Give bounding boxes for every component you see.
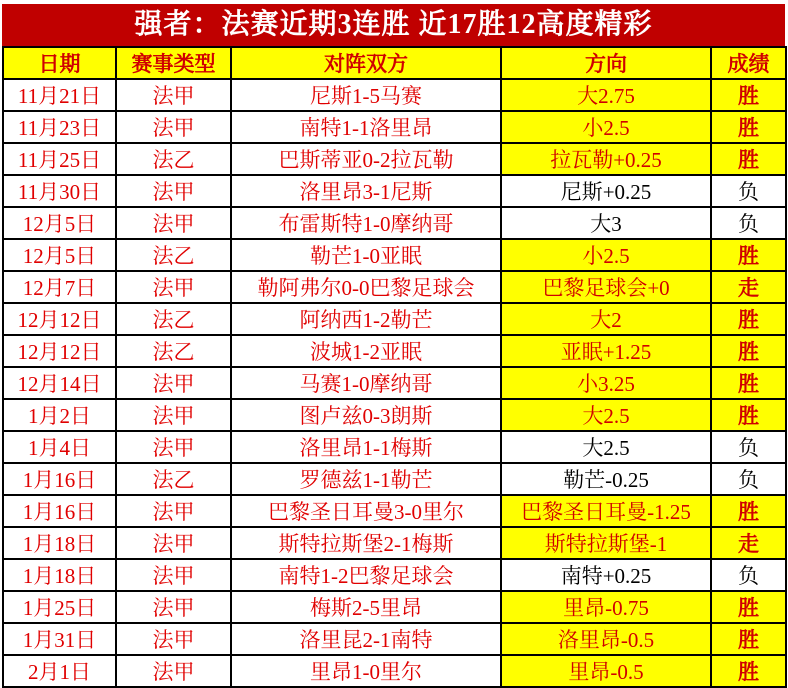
table-row [3, 175, 786, 207]
league-cell: 法乙 [116, 143, 231, 175]
direction-cell: 里昂-0.75 [501, 591, 711, 623]
date-cell: 12月7日 [3, 271, 116, 303]
result-cell: 胜 [711, 239, 786, 271]
league-cell: 法甲 [116, 399, 231, 431]
league-cell: 法甲 [116, 207, 231, 239]
match-cell: 图卢兹0-3朗斯 [231, 399, 501, 431]
match-cell: 马赛1-0摩纳哥 [231, 367, 501, 399]
date-cell: 1月16日 [3, 495, 116, 527]
direction-cell: 南特+0.25 [501, 559, 711, 591]
table-row [3, 271, 786, 303]
league-cell: 法甲 [116, 559, 231, 591]
match-cell: 斯特拉斯堡2-1梅斯 [231, 527, 501, 559]
date-cell: 1月18日 [3, 559, 116, 591]
table-row [3, 207, 786, 239]
league-cell: 法甲 [116, 271, 231, 303]
match-cell: 勒芒1-0亚眠 [231, 239, 501, 271]
date-cell: 1月25日 [3, 591, 116, 623]
date-cell: 11月23日 [3, 111, 116, 143]
league-cell: 法甲 [116, 623, 231, 655]
match-cell: 洛里昆2-1南特 [231, 623, 501, 655]
date-cell: 1月4日 [3, 431, 116, 463]
league-cell: 法乙 [116, 239, 231, 271]
column-header-direction: 方向 [501, 47, 711, 79]
match-cell: 尼斯1-5马赛 [231, 79, 501, 111]
match-cell: 巴斯蒂亚0-2拉瓦勒 [231, 143, 501, 175]
table-row [3, 79, 786, 111]
date-cell: 12月5日 [3, 239, 116, 271]
table-row [3, 463, 786, 495]
date-cell: 11月25日 [3, 143, 116, 175]
match-cell: 勒阿弗尔0-0巴黎足球会 [231, 271, 501, 303]
league-cell: 法甲 [116, 367, 231, 399]
result-cell: 胜 [711, 495, 786, 527]
date-cell: 2月1日 [3, 655, 116, 687]
league-cell: 法甲 [116, 655, 231, 687]
table-row [3, 111, 786, 143]
date-cell: 11月30日 [3, 175, 116, 207]
match-cell: 罗德兹1-1勒芒 [231, 463, 501, 495]
match-cell: 布雷斯特1-0摩纳哥 [231, 207, 501, 239]
league-cell: 法甲 [116, 527, 231, 559]
result-cell: 走 [711, 271, 786, 303]
result-cell: 胜 [711, 111, 786, 143]
direction-cell: 大2 [501, 303, 711, 335]
column-header-league: 赛事类型 [116, 47, 231, 79]
match-cell: 波城1-2亚眠 [231, 335, 501, 367]
result-cell: 胜 [711, 367, 786, 399]
result-cell: 胜 [711, 143, 786, 175]
direction-cell: 大2.5 [501, 399, 711, 431]
direction-cell: 里昂-0.5 [501, 655, 711, 687]
match-cell: 巴黎圣日耳曼3-0里尔 [231, 495, 501, 527]
result-cell: 胜 [711, 79, 786, 111]
date-cell: 12月12日 [3, 303, 116, 335]
table-row [3, 495, 786, 527]
header-row [3, 47, 786, 79]
league-cell: 法甲 [116, 431, 231, 463]
match-cell: 洛里昂3-1尼斯 [231, 175, 501, 207]
table-row [3, 239, 786, 271]
date-cell: 12月14日 [3, 367, 116, 399]
result-cell: 胜 [711, 399, 786, 431]
result-cell: 负 [711, 463, 786, 495]
match-cell: 里昂1-0里尔 [231, 655, 501, 687]
match-cell: 南特1-1洛里昂 [231, 111, 501, 143]
direction-cell: 小2.5 [501, 111, 711, 143]
result-cell: 负 [711, 559, 786, 591]
table-row [3, 527, 786, 559]
league-cell: 法甲 [116, 111, 231, 143]
direction-cell: 小2.5 [501, 239, 711, 271]
date-cell: 11月21日 [3, 79, 116, 111]
direction-cell: 勒芒-0.25 [501, 463, 711, 495]
table-row [3, 367, 786, 399]
direction-cell: 尼斯+0.25 [501, 175, 711, 207]
direction-cell: 大3 [501, 207, 711, 239]
match-cell: 梅斯2-5里昂 [231, 591, 501, 623]
result-cell: 胜 [711, 335, 786, 367]
table-row [3, 143, 786, 175]
direction-cell: 小3.25 [501, 367, 711, 399]
table-row [3, 303, 786, 335]
match-cell: 阿纳西1-2勒芒 [231, 303, 501, 335]
result-cell: 胜 [711, 303, 786, 335]
direction-cell: 拉瓦勒+0.25 [501, 143, 711, 175]
result-cell: 胜 [711, 591, 786, 623]
direction-cell: 亚眠+1.25 [501, 335, 711, 367]
date-cell: 12月12日 [3, 335, 116, 367]
league-cell: 法甲 [116, 591, 231, 623]
match-cell: 南特1-2巴黎足球会 [231, 559, 501, 591]
table-row [3, 431, 786, 463]
league-cell: 法甲 [116, 175, 231, 207]
result-cell: 负 [711, 175, 786, 207]
direction-cell: 大2.5 [501, 431, 711, 463]
direction-cell: 洛里昂-0.5 [501, 623, 711, 655]
table-row [3, 399, 786, 431]
result-cell: 胜 [711, 655, 786, 687]
table-row [3, 559, 786, 591]
league-cell: 法乙 [116, 303, 231, 335]
column-header-match: 对阵双方 [231, 47, 501, 79]
match-table [2, 46, 787, 688]
direction-cell: 巴黎足球会+0 [501, 271, 711, 303]
result-cell: 负 [711, 431, 786, 463]
league-cell: 法甲 [116, 495, 231, 527]
league-cell: 法甲 [116, 79, 231, 111]
column-header-result: 成绩 [711, 47, 786, 79]
match-cell: 洛里昂1-1梅斯 [231, 431, 501, 463]
date-cell: 1月18日 [3, 527, 116, 559]
result-cell: 胜 [711, 623, 786, 655]
league-cell: 法乙 [116, 335, 231, 367]
direction-cell: 大2.75 [501, 79, 711, 111]
result-cell: 负 [711, 207, 786, 239]
column-header-date: 日期 [3, 47, 116, 79]
table-row [3, 655, 786, 687]
date-cell: 1月31日 [3, 623, 116, 655]
direction-cell: 斯特拉斯堡-1 [501, 527, 711, 559]
date-cell: 1月16日 [3, 463, 116, 495]
table-row [3, 591, 786, 623]
table-row [3, 623, 786, 655]
match-table-body [3, 79, 786, 687]
date-cell: 1月2日 [3, 399, 116, 431]
table-row [3, 335, 786, 367]
page-title: 强者：法赛近期3连胜 近17胜12高度精彩 [2, 4, 785, 46]
league-cell: 法乙 [116, 463, 231, 495]
direction-cell: 巴黎圣日耳曼-1.25 [501, 495, 711, 527]
date-cell: 12月5日 [3, 207, 116, 239]
result-cell: 走 [711, 527, 786, 559]
